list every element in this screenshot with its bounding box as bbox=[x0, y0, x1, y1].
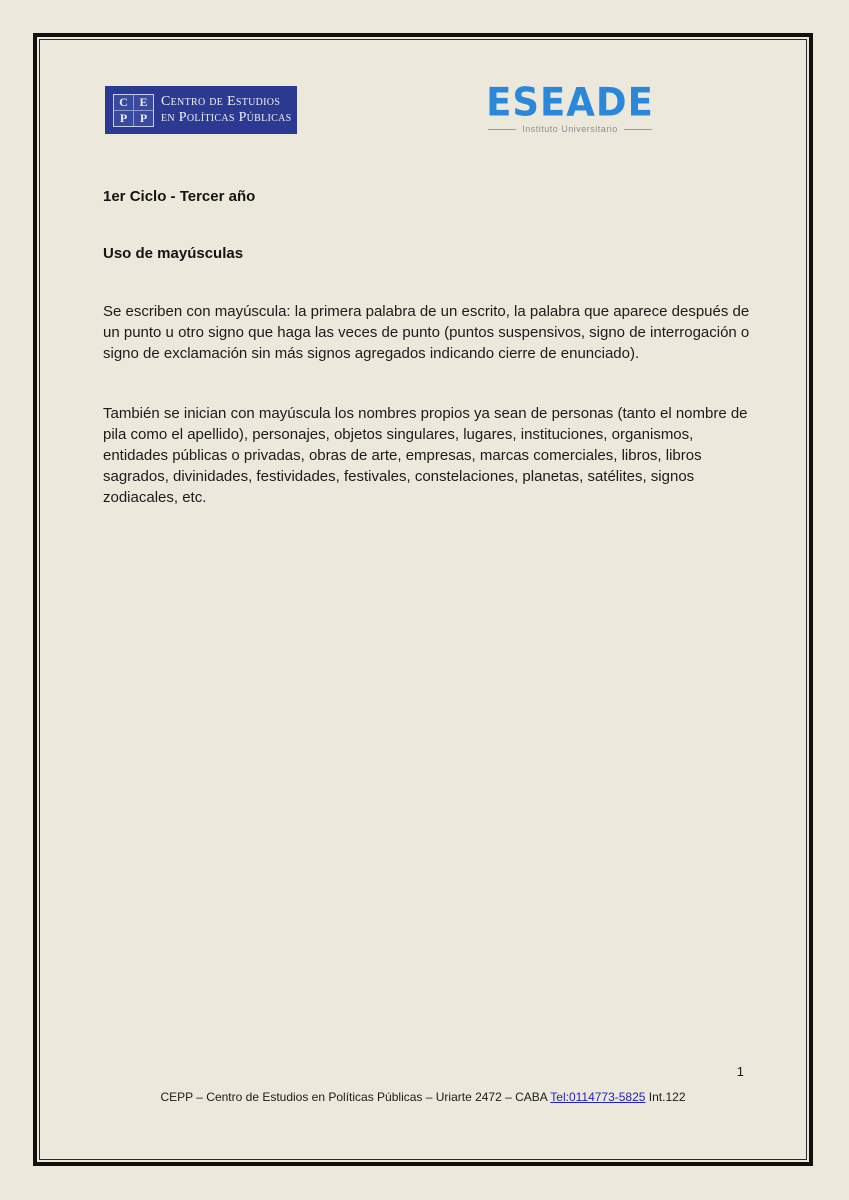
page-inner-border bbox=[39, 39, 807, 1160]
cepp-emblem-letter: P bbox=[114, 111, 133, 126]
cepp-logo bbox=[105, 86, 297, 134]
cepp-logo-text bbox=[161, 94, 292, 126]
footer-text-before-link: CEPP – Centro de Estudios en Políticas Públicas – Uriarte 2472 – CABA bbox=[160, 1090, 551, 1104]
cepp-logo-line2: en Políticas Públicas bbox=[161, 110, 292, 125]
page-number: 1 bbox=[736, 1064, 744, 1079]
heading-uso-mayusculas: Uso de mayúsculas bbox=[103, 245, 244, 262]
eseade-wordmark: ESEADE bbox=[486, 79, 654, 126]
page-outer-border bbox=[33, 33, 813, 1166]
heading-ciclo: 1er Ciclo - Tercer año bbox=[103, 188, 256, 205]
cepp-emblem-letter: P bbox=[134, 111, 153, 126]
footer-text-after-link: Int.122 bbox=[645, 1090, 686, 1104]
eseade-logo bbox=[480, 79, 660, 134]
paragraph-nombres-propios: También se inician con mayúscula los nombres propios ya sean de personas (tanto el nombre de pila como el apellido), personajes, objetos singulares, lugares, instituciones, organismos, entidades públicas o privadas, obras de arte, empresas, marcas comerciales, libros, libros sagrados, divinidades, festividades, festivales, constelaciones, planetas, satélites, signos zodiacales, etc. bbox=[103, 405, 748, 506]
cepp-emblem-icon bbox=[113, 94, 154, 127]
cepp-emblem-letter: E bbox=[134, 95, 153, 110]
eseade-subtitle-row bbox=[480, 124, 660, 134]
cepp-logo-line1: Centro de Estudios bbox=[161, 94, 281, 109]
cepp-emblem-letter: C bbox=[114, 95, 133, 110]
eseade-subtitle: Instituto Universitario bbox=[522, 124, 618, 134]
eseade-rule-right bbox=[624, 129, 652, 130]
paragraph-mayuscula-reglas: Se escriben con mayúscula: la primera palabra de un escrito, la palabra que aparece después de un punto u otro signo que haga las veces de punto (puntos suspensivos, signo de interrogación o signo de exclamación sin más signos agregados indicando cierre de enunciado). bbox=[103, 303, 750, 362]
footer-contact-line bbox=[40, 1090, 806, 1104]
eseade-rule-left bbox=[488, 129, 516, 130]
footer-phone-link[interactable]: Tel:0114773-5825 bbox=[550, 1090, 646, 1104]
